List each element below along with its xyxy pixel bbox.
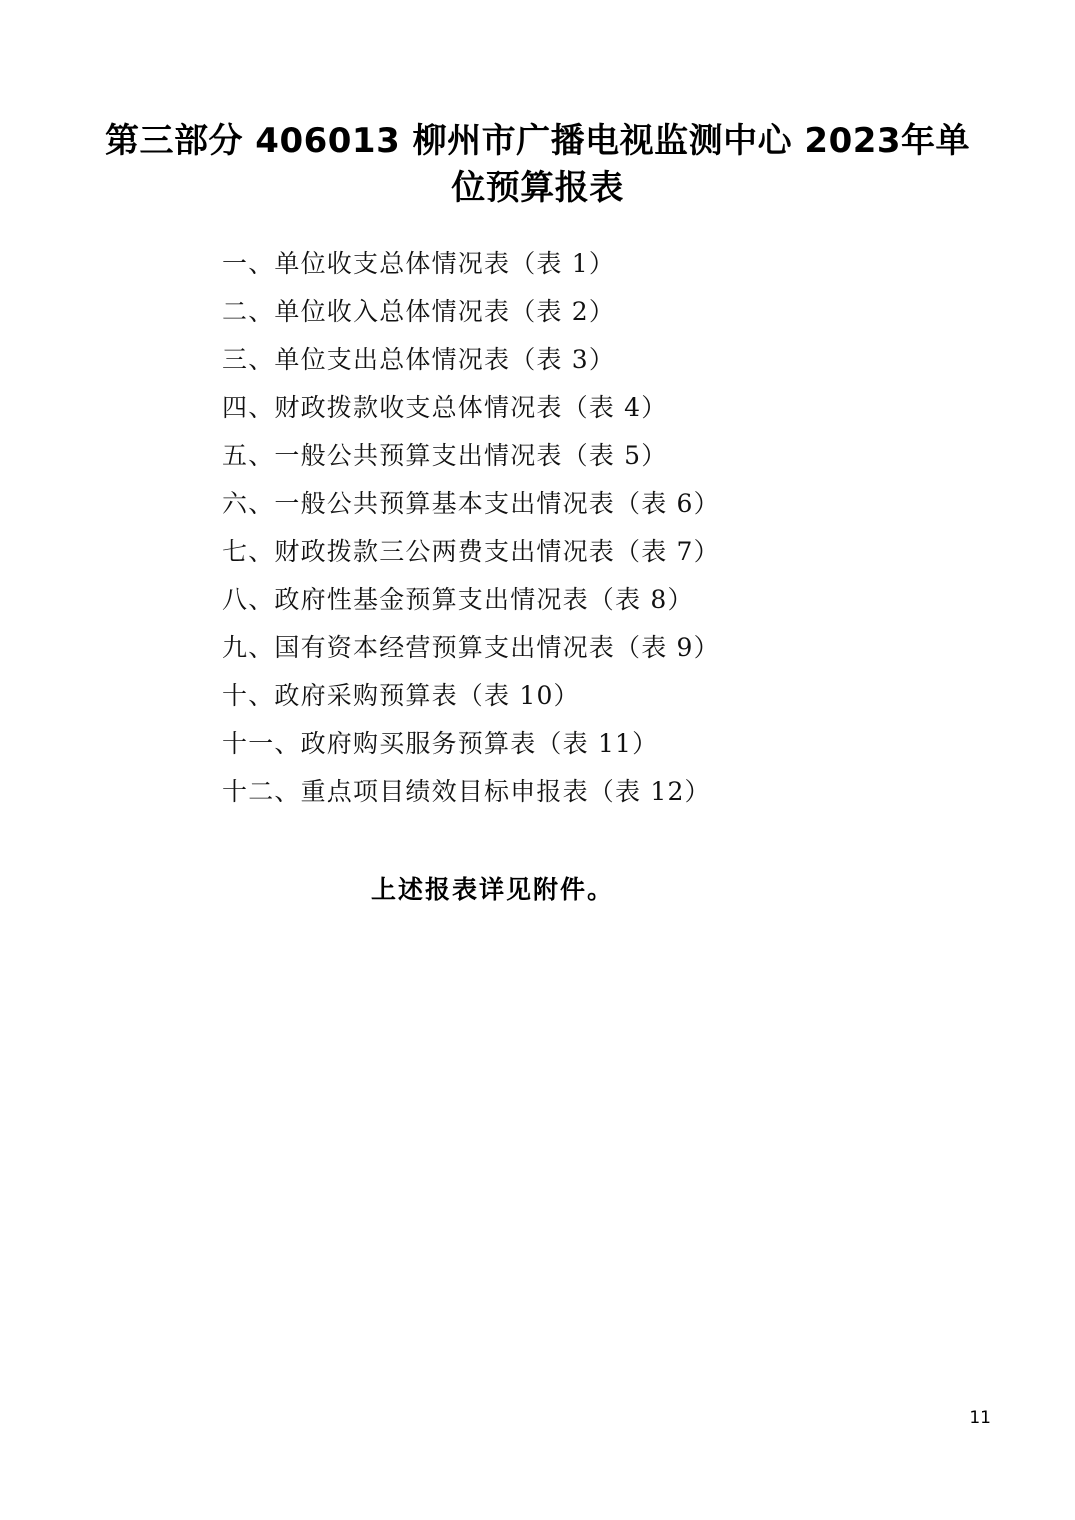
table-of-contents <box>0 240 1075 816</box>
list-item: 十二、重点项目绩效目标申报表（表 12） <box>222 776 711 806</box>
list-item: 八、政府性基金预算支出情况表（表 8） <box>222 584 694 614</box>
list-item: 七、财政拨款三公两费支出情况表（表 7） <box>222 536 720 566</box>
list-item: 三、单位支出总体情况表（表 3） <box>222 344 616 374</box>
list-item: 九、国有资本经营预算支出情况表（表 9） <box>222 632 720 662</box>
page-number: 11 <box>969 1408 991 1428</box>
attachment-note: 上述报表详见附件。 <box>370 874 614 904</box>
page-title: 第三部分 406013 柳州市广播电视监测中心 2023年单位预算报表 <box>104 121 971 208</box>
list-item: 十、政府采购预算表（表 10） <box>222 680 580 710</box>
list-item: 六、一般公共预算基本支出情况表（表 6） <box>222 488 720 518</box>
list-item: 五、一般公共预算支出情况表（表 5） <box>222 440 668 470</box>
list-item: 二、单位收入总体情况表（表 2） <box>222 296 616 326</box>
list-item: 一、单位收支总体情况表（表 1） <box>222 248 616 278</box>
list-item: 四、财政拨款收支总体情况表（表 4） <box>222 392 668 422</box>
list-item: 十一、政府购买服务预算表（表 11） <box>222 728 659 758</box>
